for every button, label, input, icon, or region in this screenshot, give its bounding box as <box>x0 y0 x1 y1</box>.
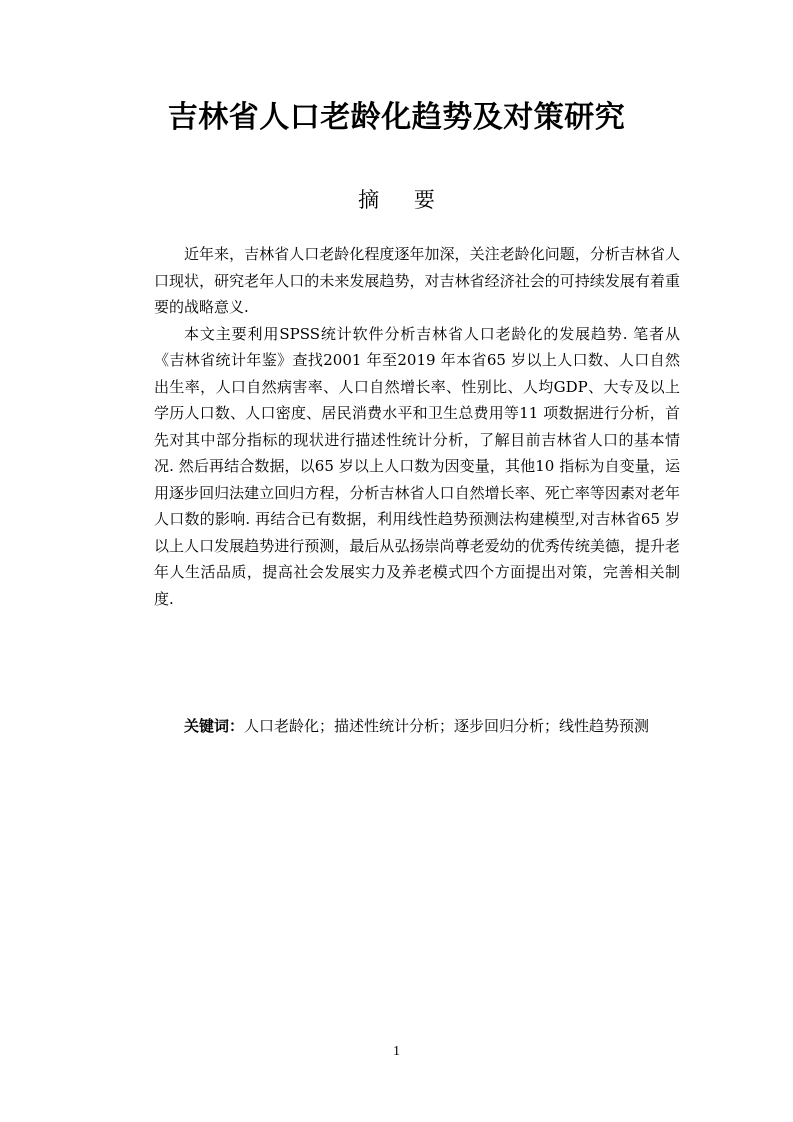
abstract-paragraph-2: 本文主要利用SPSS统计软件分析吉林省人口老龄化的发展趋势. 笔者从《吉林省统计年鉴》查找2001 年至2019 年本省65 岁以上人口数、人口自然出生率，人口自然病害率、人口自然增长率、性别比、人均GDP、大专及以上学历人口数、人口密度、居民消费水平和卫生总费用等11 项数据进行分析，首先对其中部分指标的现状进行描述性统计分析，了解目前吉林省人口的基本情况. 然后再结合数据，以65 岁以上人口数为因变量，其他10 指标为自变量，运用逐步回归法建立回归方程，分析吉林省人口自然增长率、死亡率等因素对老年人口数的影响. 再结合已有数据，利用线性趋势预测法构建模型,对吉林省65 岁以上人口发展趋势进行预测，最后从弘扬崇尚尊老爱幼的优秀传统美德，提升老年人生活品质，提高社会发展实力及养老模式四个方面提出对策，完善相关制度. <box>154 324 680 608</box>
page-number: 1 <box>393 1044 400 1059</box>
keywords-label: 关键词： <box>184 717 245 735</box>
keywords-line <box>184 713 694 739</box>
abstract-paragraph-1: 近年来，吉林省人口老龄化程度逐年加深，关注老龄化问题，分析吉林省人口现状，研究老年人口的未来发展趋势，对吉林省经济社会的可持续发展有着重要的战略意义. <box>154 245 680 316</box>
document-title: 吉林省人口老龄化趋势及对策研究 <box>167 100 626 135</box>
abstract-body <box>154 241 680 612</box>
keywords-text: 人口老龄化；描述性统计分析；逐步回归分析；线性趋势预测 <box>244 717 650 735</box>
abstract-heading: 摘 要 <box>358 188 449 212</box>
